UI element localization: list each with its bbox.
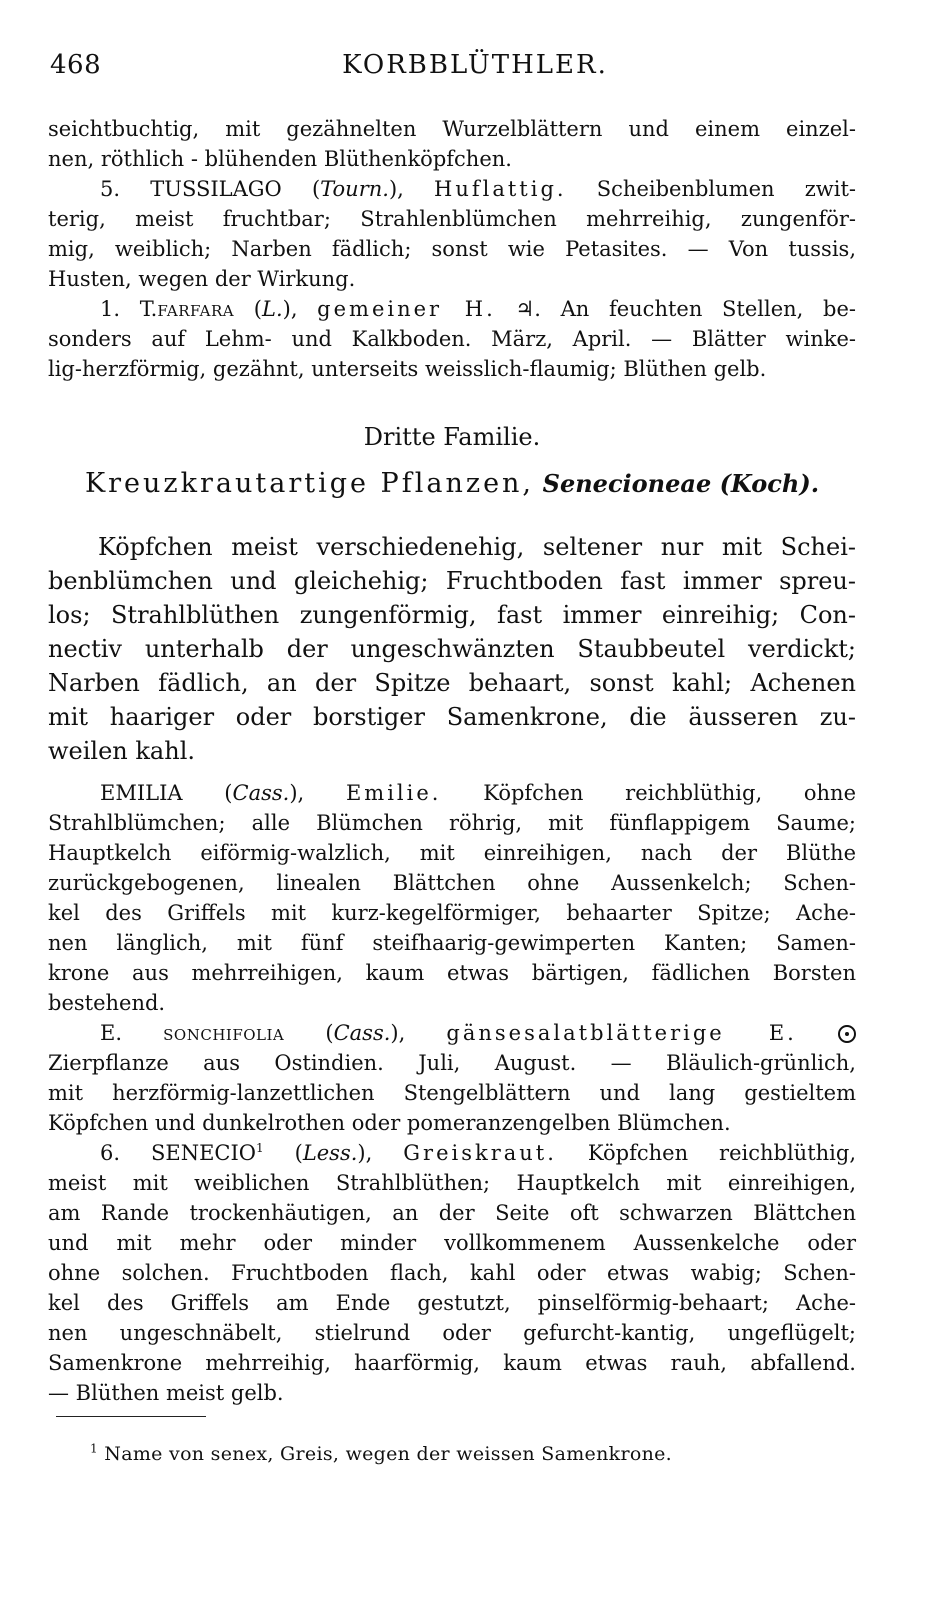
page-header	[50, 50, 860, 90]
text-line: und mit mehr oder minder vollkommenem Aussenkelche oder	[48, 1231, 856, 1255]
text-line: bestehend.	[48, 991, 166, 1015]
text-line: nen, röthlich - blühenden Blüthenköpfchen.	[48, 147, 512, 171]
text-line: terig, meist fruchtbar; Strahlenblümchen mehrreihig, zungenför-	[48, 207, 856, 231]
running-title: KORBBLÜTHLER.	[342, 50, 608, 80]
text-line: seichtbuchtig, mit gezähnelten Wurzelblättern und einem einzel-	[48, 117, 856, 141]
authority: Cass.	[232, 781, 290, 805]
text-line: Husten, wegen der Wirkung.	[48, 267, 356, 291]
authority: Cass.	[333, 1021, 391, 1045]
genus-entry-senecio: 6. SENECIO$^1$ (Less.), Greiskraut. Köpfchen reichblüthig,	[100, 1141, 857, 1165]
common-name: gänsesalatblätterige E.	[446, 1021, 797, 1045]
family-name-german: Kreuzkrautartige Pflanzen,	[84, 468, 535, 499]
genus-entry-emilia: EMILIA (Cass.), Emilie. Köpfchen reichblüthig, ohne	[100, 781, 856, 805]
footnote-mark: 1	[90, 1441, 98, 1456]
text-line: krone aus mehrreihigen, kaum etwas bärtigen, fädlichen Borsten	[48, 961, 856, 985]
text-line: kel des Griffels am Ende gestutzt, pinselförmig-behaart; Ache-	[48, 1291, 856, 1315]
species-name: farfara	[157, 297, 235, 321]
text-line: Strahlblümchen; alle Blümchen röhrig, mit fünflappigem Saume;	[48, 811, 856, 835]
family-subheading	[48, 468, 856, 499]
family-heading: Dritte Familie.	[363, 423, 541, 451]
text-line: zurückgebogenen, linealen Blättchen ohne Aussenkelch; Schen-	[48, 871, 856, 895]
species-entry-sonchifolia: E. sonchifolia (Cass.), gänsesalatblätterige E.	[48, 1018, 856, 1048]
text-line: nen länglich, mit fünf steifhaarig-gewimperten Kanten; Samen-	[48, 931, 856, 955]
family-description	[48, 530, 856, 768]
text-line: Köpfchen meist verschiedenehig, seltener nur mit Schei-	[98, 533, 856, 561]
text-line: nectiv unterhalb der ungeschwänzten Staubbeutel verdickt;	[48, 635, 856, 663]
text-line: Zierpflanze aus Ostindien. Juli, August. — Bläulich-grünlich,	[48, 1051, 856, 1075]
footnote-reference: 1	[256, 1141, 264, 1155]
text-line: nen ungeschnäbelt, stielrund oder gefurcht-kantig, ungeflügelt;	[48, 1321, 856, 1345]
text-line: benblümchen und gleichehig; Fruchtboden fast immer spreu-	[48, 567, 856, 595]
text-line: mig, weiblich; Narben fädlich; sonst wie Petasites. — Von tussis,	[48, 237, 856, 261]
text-line: kel des Griffels mit kurz-kegelförmiger, behaarter Spitze; Ache-	[48, 901, 856, 925]
authority: Tourn.	[320, 177, 389, 201]
footnote	[90, 1443, 672, 1465]
text-line: — Blüthen meist gelb.	[48, 1381, 284, 1405]
footnote-divider	[56, 1416, 206, 1417]
text-line: ohne solchen. Fruchtboden flach, kahl oder etwas wabig; Schen-	[48, 1261, 856, 1285]
common-name: gemeiner H.	[317, 297, 496, 321]
text-line: meist mit weiblichen Strahlblüthen; Hauptkelch mit einreihigen,	[48, 1171, 856, 1195]
genus-entry-tussilago	[48, 174, 856, 294]
top-text-block	[48, 114, 856, 384]
genus-name: SENECIO	[151, 1141, 257, 1165]
genus-name: EMILIA	[100, 781, 183, 805]
text-line: am Rande trockenhäutigen, an der Seite oft schwarzen Blättchen	[48, 1201, 856, 1225]
footnote-text: Name von senex, Greis, wegen der weissen Samenkrone.	[104, 1443, 672, 1465]
text-line: lig-herzförmig, gezähnt, unterseits weisslich-flaumig; Blüthen gelb.	[48, 357, 767, 381]
common-name: Huflattig.	[434, 177, 567, 201]
page-number: 468	[50, 50, 102, 80]
authority: L.	[262, 297, 283, 321]
text-line: mit herzförmig-lanzettlichen Stengelblättern und lang gestieltem	[48, 1081, 856, 1105]
common-name: Emilie.	[345, 781, 442, 805]
genus-name: TUSSILAGO	[150, 177, 282, 201]
perennial-symbol: ♃	[515, 297, 535, 321]
species-name: sonchifolia	[163, 1021, 285, 1045]
species-entry-farfara	[48, 294, 856, 384]
text-line: 1. T.farfara (L.), gemeiner H. ♃. An feuchten Stellen, be-	[100, 297, 856, 321]
text-line: Samenkrone mehrreihig, haarförmig, kaum etwas rauh, abfallend.	[48, 1351, 856, 1375]
text-line: Köpfchen und dunkelrothen oder pomeranzengelben Blümchen.	[48, 1111, 731, 1135]
text-line: Narben fädlich, an der Spitze behaart, sonst kahl; Achenen	[48, 669, 856, 697]
text-line: mit haariger oder borstiger Samenkrone, die äusseren zu-	[48, 703, 856, 731]
paragraph-continuation	[48, 114, 856, 174]
genera-entries	[48, 778, 856, 1408]
authority: Less.	[302, 1141, 358, 1165]
annual-symbol-icon	[838, 1025, 856, 1043]
text-line: 5. TUSSILAGO (Tourn.), Huflattig. Scheibenblumen zwit-	[100, 177, 857, 201]
common-name: Greiskraut.	[403, 1141, 557, 1165]
text-line: Hauptkelch eiförmig-walzlich, mit einreihigen, nach der Blüthe	[48, 841, 856, 865]
text-line: weilen kahl.	[48, 737, 195, 765]
family-name-latin: Senecioneae (Koch).	[542, 469, 820, 498]
text-line: los; Strahlblüthen zungenförmig, fast immer einreihig; Con-	[48, 601, 856, 629]
text-line: sonders auf Lehm- und Kalkboden. März, April. — Blätter winke-	[48, 327, 856, 351]
